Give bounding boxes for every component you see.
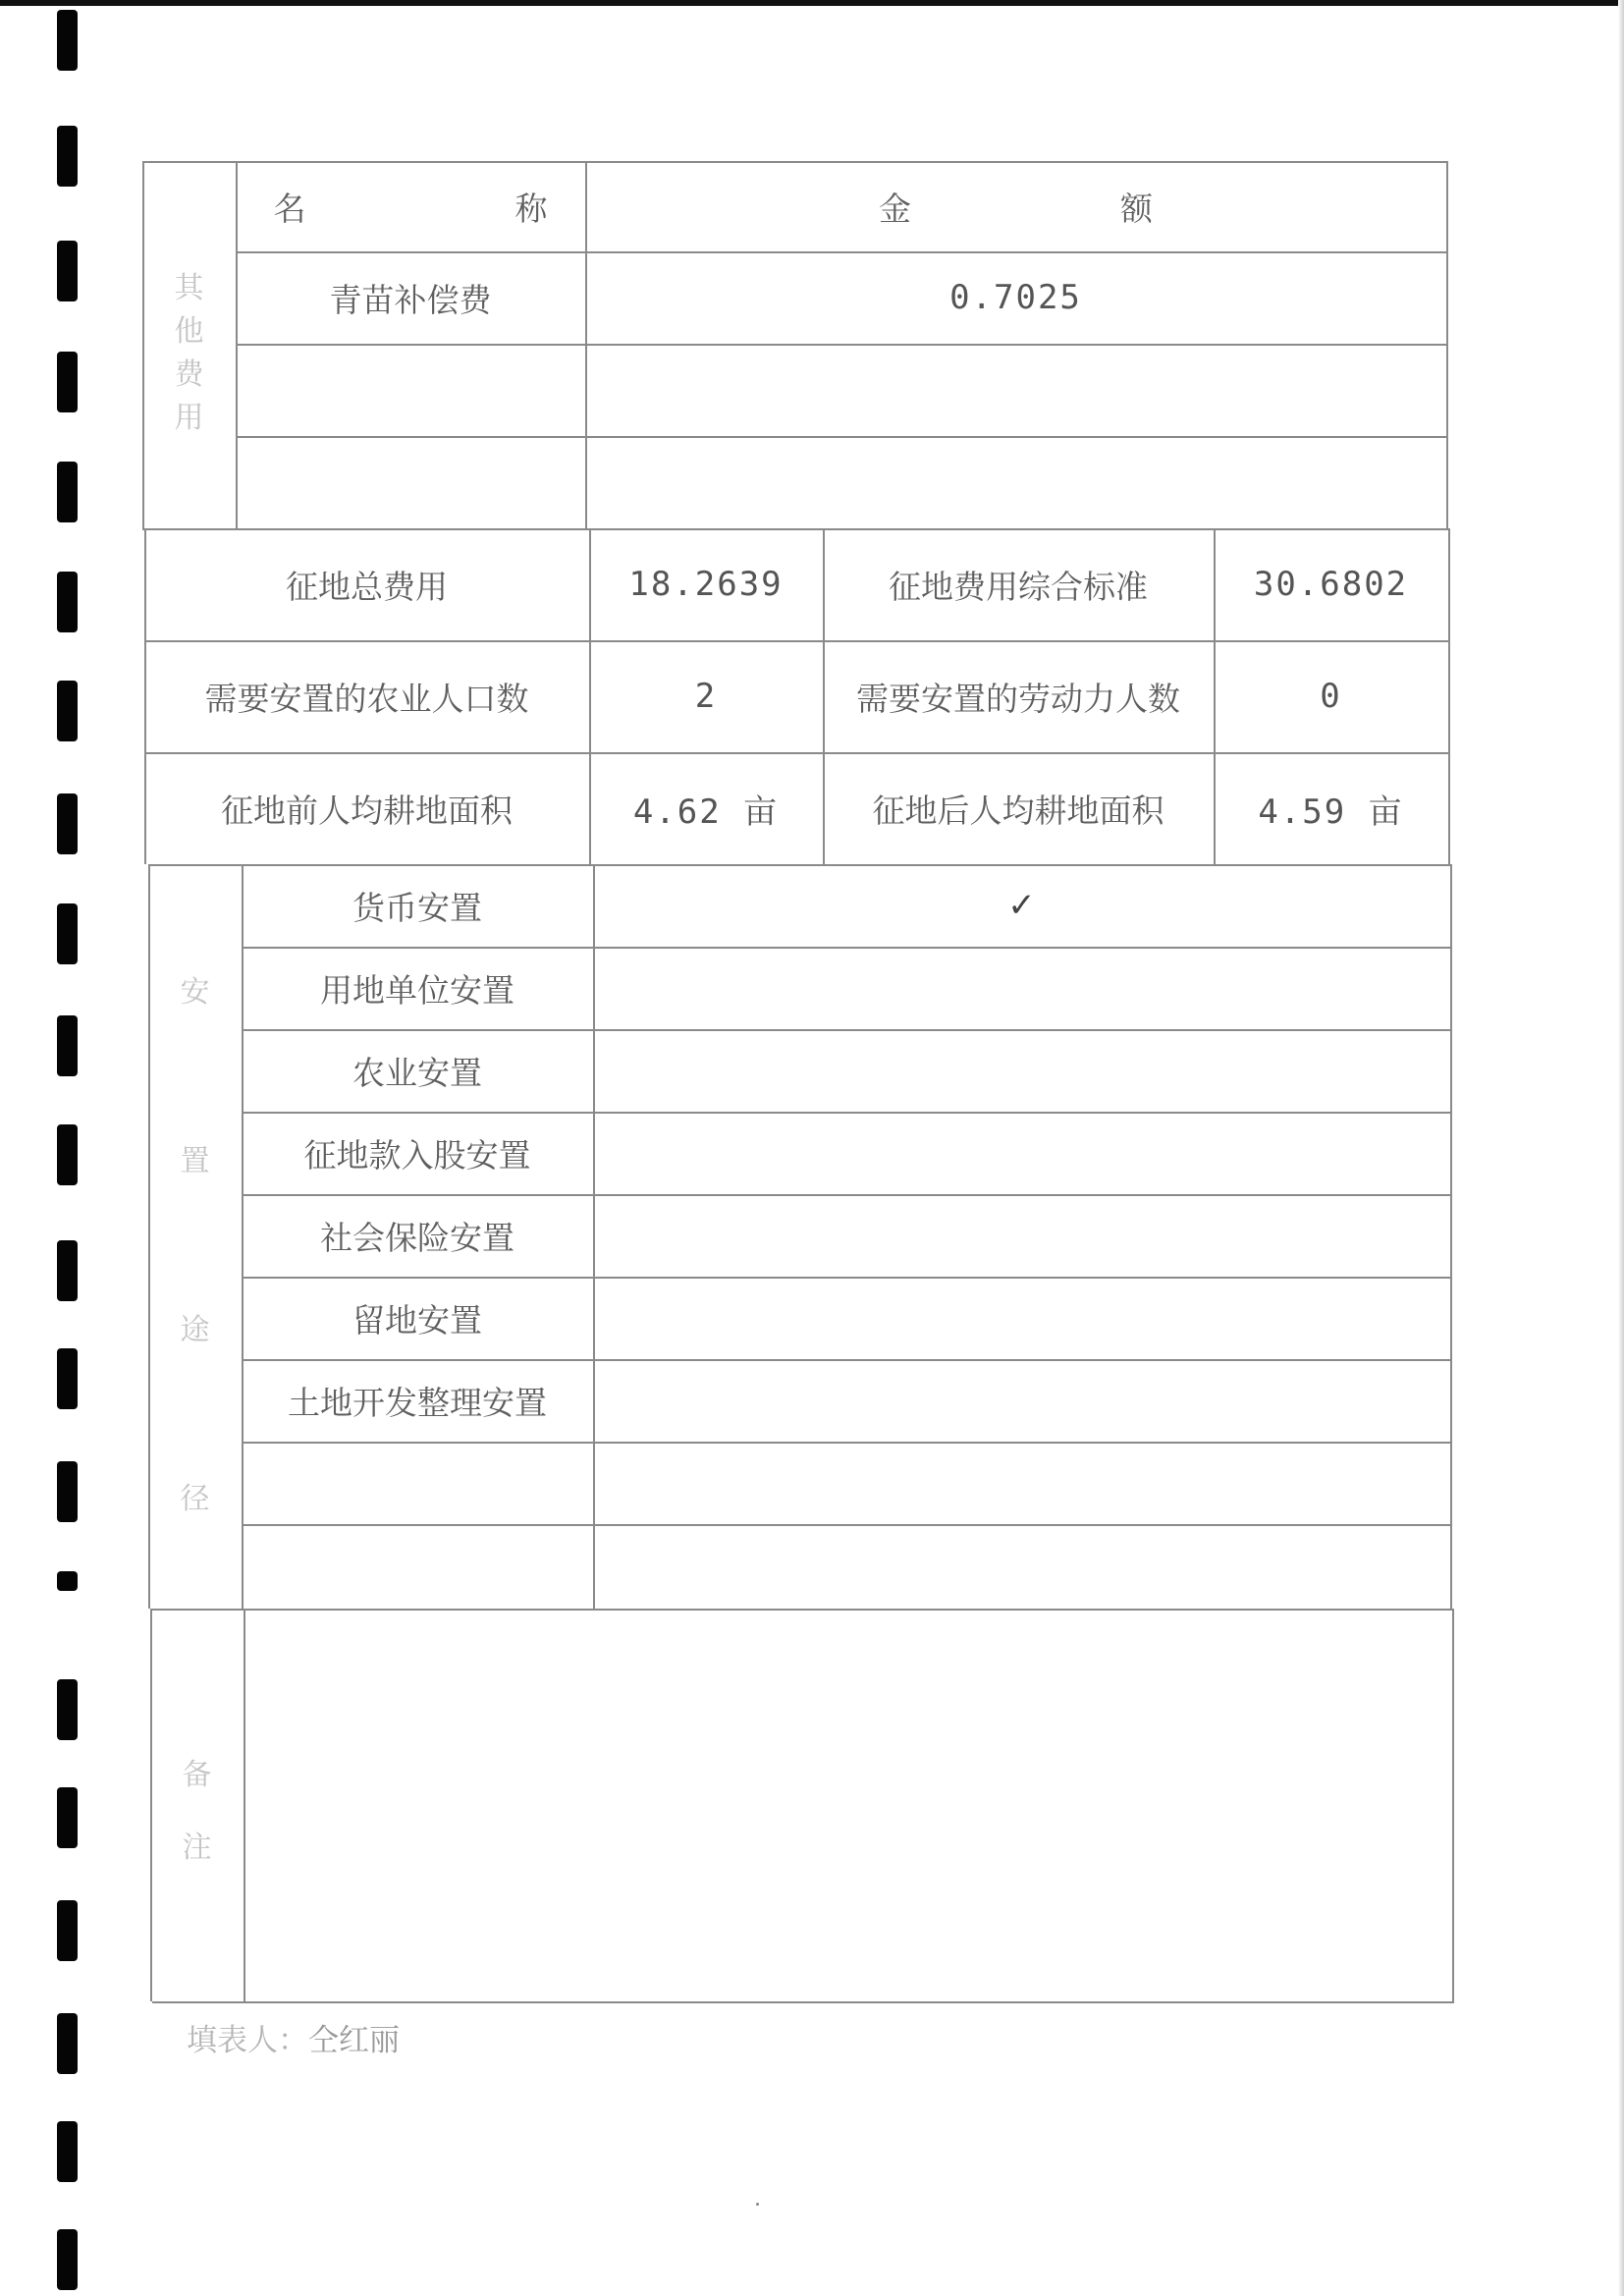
remarks-side-label [150, 1750, 244, 1866]
total-cost-value-cell[interactable] [589, 528, 823, 640]
resettlement-name-cell[interactable] [242, 1442, 593, 1524]
binding-hole [57, 903, 78, 964]
binding-hole [57, 462, 78, 522]
before-area-value: 4.62 亩 [632, 792, 780, 832]
binding-hole [57, 1787, 78, 1848]
total-cost-label: 征地总费用 [286, 567, 448, 606]
binding-hole [57, 2013, 78, 2074]
binding-hole [57, 793, 78, 854]
resettlement-name: 用地单位安置 [320, 970, 514, 1010]
side-char: 安 [180, 975, 210, 1010]
binding-hole [57, 2121, 78, 2182]
labor-value: 0 [1320, 677, 1342, 716]
before-area-label: 征地前人均耕地面积 [221, 791, 513, 830]
side-char: 置 [180, 1144, 210, 1178]
before-area-label-cell [144, 752, 589, 864]
resettlement-check-cell[interactable] [593, 1442, 1450, 1524]
resettlement-name: 货币安置 [352, 888, 482, 927]
after-area-label-cell [823, 752, 1214, 864]
agri-pop-value: 2 [694, 677, 718, 716]
labor-label-cell [823, 640, 1214, 752]
labor-label: 需要安置的劳动力人数 [856, 679, 1180, 718]
binding-hole [57, 1348, 78, 1409]
resettlement-name-cell [242, 1359, 593, 1442]
binding-hole [57, 1679, 78, 1740]
side-char: 用 [174, 401, 204, 435]
resettlement-side-label [148, 967, 242, 1517]
fee-name-cell[interactable] [236, 251, 585, 344]
total-cost-label-cell [144, 528, 589, 640]
binding-hole [57, 1571, 78, 1591]
filler-label: 填表人： [187, 2023, 308, 2058]
binding-hole [57, 241, 78, 301]
side-char: 他 [174, 314, 204, 349]
agri-pop-value-cell[interactable] [589, 640, 823, 752]
header-amount: 金 额 [879, 189, 1241, 228]
fee-amount-cell[interactable] [585, 436, 1446, 528]
standard-label: 征地费用综合标准 [889, 567, 1148, 606]
scan-speck [756, 2203, 759, 2206]
scan-right-edge [1618, 0, 1624, 2296]
fee-amount-cell[interactable] [585, 251, 1446, 344]
resettlement-check-cell[interactable] [593, 1524, 1450, 1609]
binding-hole [57, 2229, 78, 2290]
side-char: 其 [174, 271, 204, 305]
standard-value-cell[interactable] [1214, 528, 1448, 640]
resettlement-name: 土地开发整理安置 [288, 1383, 547, 1422]
resettlement-check-cell[interactable] [593, 1112, 1450, 1194]
header-name-cell [236, 161, 636, 251]
side-char: 途 [180, 1313, 210, 1347]
filler-name: 仝红丽 [308, 2023, 400, 2058]
resettlement-name-cell [242, 1029, 593, 1112]
check-mark-icon: ✓ [1007, 886, 1036, 925]
resettlement-name-cell [242, 1112, 593, 1194]
resettlement-name-cell [242, 1194, 593, 1277]
resettlement-name: 社会保险安置 [320, 1218, 514, 1257]
binding-hole [57, 10, 78, 71]
after-area-value-cell[interactable] [1214, 752, 1448, 864]
binding-hole [57, 1900, 78, 1961]
fee-name-cell[interactable] [236, 344, 585, 436]
scan-top-edge [0, 0, 1624, 6]
resettlement-name-cell[interactable] [242, 1524, 593, 1609]
fee-amount: 0.7025 [949, 278, 1082, 317]
before-area-value-cell[interactable] [589, 752, 823, 864]
resettlement-check-cell[interactable] [593, 1277, 1450, 1359]
resettlement-check-cell[interactable] [593, 1029, 1450, 1112]
side-char: 径 [180, 1482, 210, 1516]
resettlement-check-cell[interactable] [593, 864, 1450, 947]
resettlement-name-cell [242, 864, 593, 947]
resettlement-check-cell[interactable] [593, 1194, 1450, 1277]
agri-pop-label-cell [144, 640, 589, 752]
binding-hole [57, 1240, 78, 1301]
standard-label-cell [823, 528, 1214, 640]
binding-hole [57, 1461, 78, 1522]
side-char: 费 [174, 357, 204, 392]
binding-hole [57, 572, 78, 632]
form-filler [187, 2015, 400, 2059]
resettlement-name-cell [242, 1277, 593, 1359]
fee-name: 青苗补偿费 [329, 280, 492, 319]
resettlement-name: 农业安置 [352, 1053, 482, 1092]
resettlement-check-cell[interactable] [593, 1359, 1450, 1442]
resettlement-name: 征地款入股安置 [303, 1135, 531, 1175]
binding-holes [49, 0, 88, 2296]
remarks-content[interactable] [244, 1609, 1452, 2001]
binding-hole [57, 681, 78, 741]
resettlement-check-cell[interactable] [593, 947, 1450, 1029]
binding-hole [57, 1124, 78, 1185]
binding-hole [57, 1015, 78, 1076]
binding-hole [57, 352, 78, 412]
side-char: 注 [182, 1831, 212, 1865]
fee-amount-cell[interactable] [585, 344, 1446, 436]
standard-value: 30.6802 [1253, 565, 1409, 604]
other-fees-side-label [142, 263, 236, 435]
fee-name-cell[interactable] [236, 436, 585, 528]
binding-hole [57, 126, 78, 187]
header-name: 名 称 [273, 189, 636, 228]
total-cost-value: 18.2639 [628, 565, 784, 604]
resettlement-name-cell [242, 947, 593, 1029]
side-char: 备 [182, 1758, 212, 1792]
after-area-label: 征地后人均耕地面积 [872, 791, 1164, 830]
after-area-value: 4.59 亩 [1258, 792, 1404, 832]
header-amount-cell [585, 161, 1446, 251]
resettlement-name: 留地安置 [352, 1300, 482, 1339]
labor-value-cell[interactable] [1214, 640, 1448, 752]
agri-pop-label: 需要安置的农业人口数 [204, 679, 529, 718]
